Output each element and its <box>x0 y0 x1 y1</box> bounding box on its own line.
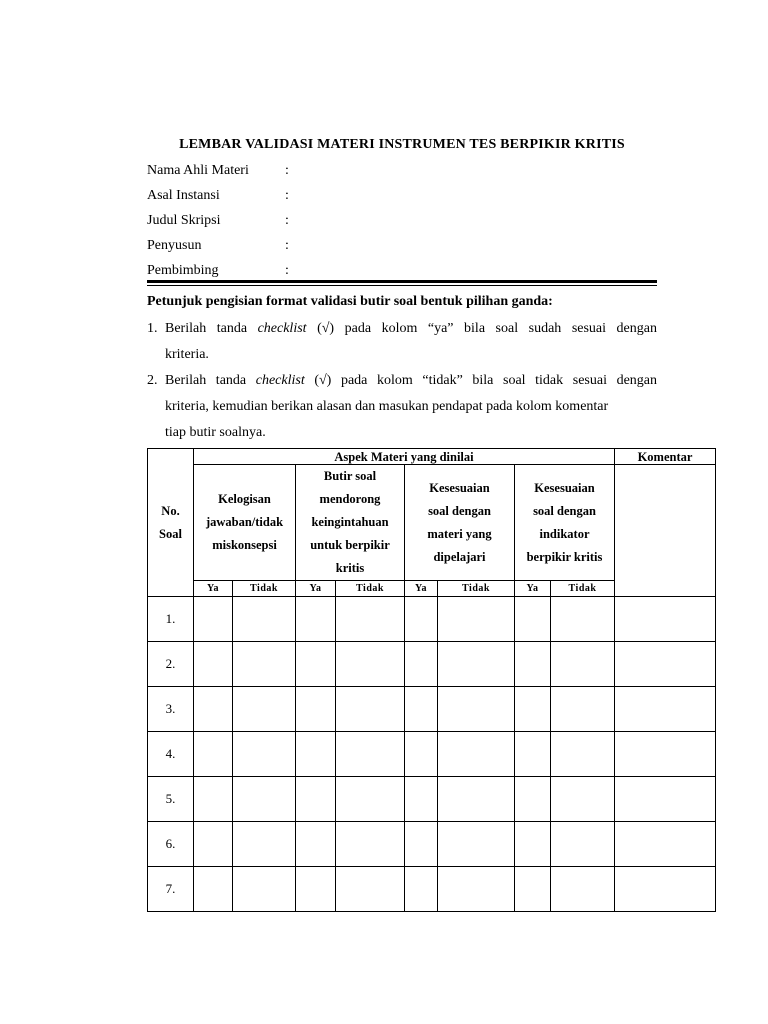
instruction-number: 1. <box>147 321 158 336</box>
table-row <box>148 642 716 687</box>
ya-header: Ya <box>194 581 233 597</box>
ya-cell[interactable] <box>194 777 233 822</box>
table-row <box>148 597 716 642</box>
ya-cell[interactable] <box>405 687 438 732</box>
ya-cell[interactable] <box>296 822 336 867</box>
document-title: LEMBAR VALIDASI MATERI INSTRUMEN TES BERPIKIR KRITIS <box>179 137 625 152</box>
tidak-header: Tidak <box>336 581 405 597</box>
tidak-header: Tidak <box>438 581 515 597</box>
checklist-term: checklist <box>257 321 307 336</box>
ya-cell[interactable] <box>296 867 336 912</box>
tidak-cell[interactable] <box>438 732 515 777</box>
aspek-header: Aspek Materi yang dinilai <box>194 449 615 465</box>
table-row <box>148 867 716 912</box>
ya-cell[interactable] <box>296 597 336 642</box>
komentar-cell[interactable] <box>615 867 716 912</box>
row-number: 6. <box>148 822 194 867</box>
tidak-cell[interactable] <box>438 597 515 642</box>
aspect-header-4: Kesesuaian soal dengan indikator berpikir kritis <box>515 465 615 581</box>
row-number: 7. <box>148 867 194 912</box>
ya-cell[interactable] <box>405 867 438 912</box>
table-row <box>148 822 716 867</box>
instruction-continuation: tiap butir soalnya. <box>165 425 266 440</box>
instruction-continuation: kriteria. <box>165 347 209 362</box>
tidak-cell[interactable] <box>233 867 296 912</box>
instruction-continuation: kriteria, kemudian berikan alasan dan masukan pendapat pada kolom komentar <box>165 399 609 414</box>
ya-cell[interactable] <box>515 732 551 777</box>
komentar-cell[interactable] <box>615 687 716 732</box>
ya-cell[interactable] <box>194 597 233 642</box>
instructions-heading: Petunjuk pengisian format validasi butir soal bentuk pilihan ganda: <box>147 294 553 309</box>
tidak-cell[interactable] <box>438 867 515 912</box>
tidak-cell[interactable] <box>233 687 296 732</box>
no-soal-header: No. Soal <box>148 449 194 597</box>
tidak-cell[interactable] <box>438 687 515 732</box>
ya-cell[interactable] <box>194 732 233 777</box>
instruction-line: Berilah tanda checklist (√) pada kolom “ya” bila soal sudah sesuai dengan <box>165 321 657 336</box>
komentar-cell[interactable] <box>615 642 716 687</box>
field-colon: : <box>285 188 289 203</box>
row-number: 3. <box>148 687 194 732</box>
komentar-header-blank <box>615 465 716 597</box>
ya-cell[interactable] <box>296 777 336 822</box>
table-row <box>148 732 716 777</box>
tidak-cell[interactable] <box>233 732 296 777</box>
tidak-cell[interactable] <box>551 597 615 642</box>
tidak-cell[interactable] <box>336 597 405 642</box>
tidak-cell[interactable] <box>233 642 296 687</box>
table-row <box>148 687 716 732</box>
table-row <box>148 777 716 822</box>
ya-cell[interactable] <box>515 687 551 732</box>
tidak-cell[interactable] <box>438 642 515 687</box>
ya-header: Ya <box>296 581 336 597</box>
row-number: 1. <box>148 597 194 642</box>
field-colon: : <box>285 163 289 178</box>
field-colon: : <box>285 238 289 253</box>
ya-cell[interactable] <box>194 687 233 732</box>
ya-cell[interactable] <box>194 822 233 867</box>
ya-cell[interactable] <box>405 642 438 687</box>
checklist-term: checklist <box>255 373 305 388</box>
validation-table <box>147 448 716 912</box>
tidak-cell[interactable] <box>551 777 615 822</box>
field-label: Pembimbing <box>147 263 219 278</box>
ya-cell[interactable] <box>515 867 551 912</box>
ya-cell[interactable] <box>405 777 438 822</box>
ya-cell[interactable] <box>405 597 438 642</box>
komentar-cell[interactable] <box>615 822 716 867</box>
row-number: 2. <box>148 642 194 687</box>
instruction-line: Berilah tanda checklist (√) pada kolom “tidak” bila soal tidak sesuai dengan <box>165 373 657 388</box>
tidak-cell[interactable] <box>438 777 515 822</box>
tidak-cell[interactable] <box>233 597 296 642</box>
ya-cell[interactable] <box>194 642 233 687</box>
tidak-header: Tidak <box>551 581 615 597</box>
tidak-cell[interactable] <box>336 732 405 777</box>
field-colon: : <box>285 263 289 278</box>
tidak-cell[interactable] <box>551 687 615 732</box>
tidak-cell[interactable] <box>551 822 615 867</box>
divider-thin <box>147 285 657 286</box>
tidak-cell[interactable] <box>336 642 405 687</box>
ya-cell[interactable] <box>515 777 551 822</box>
ya-cell[interactable] <box>296 732 336 777</box>
instruction-number: 2. <box>147 373 158 388</box>
komentar-header: Komentar <box>615 449 716 465</box>
tidak-cell[interactable] <box>336 777 405 822</box>
ya-cell[interactable] <box>515 642 551 687</box>
aspect-header-3: Kesesuaian soal dengan materi yang dipelajari <box>405 465 515 581</box>
row-number: 5. <box>148 777 194 822</box>
ya-cell[interactable] <box>194 867 233 912</box>
row-number: 4. <box>148 732 194 777</box>
ya-header: Ya <box>515 581 551 597</box>
tidak-cell[interactable] <box>336 822 405 867</box>
field-label: Judul Skripsi <box>147 213 221 228</box>
ya-cell[interactable] <box>296 642 336 687</box>
tidak-cell[interactable] <box>336 867 405 912</box>
tidak-cell[interactable] <box>551 642 615 687</box>
ya-cell[interactable] <box>405 732 438 777</box>
tidak-header: Tidak <box>233 581 296 597</box>
komentar-cell[interactable] <box>615 732 716 777</box>
field-colon: : <box>285 213 289 228</box>
ya-cell[interactable] <box>515 822 551 867</box>
tidak-cell[interactable] <box>438 822 515 867</box>
tidak-cell[interactable] <box>336 687 405 732</box>
aspect-header-2: Butir soal mendorong keingintahuan untuk berpikir kritis <box>296 465 405 581</box>
ya-header: Ya <box>405 581 438 597</box>
tidak-cell[interactable] <box>233 777 296 822</box>
ya-cell[interactable] <box>405 822 438 867</box>
aspect-header-1: Kelogisan jawaban/tidak miskonsepsi <box>194 465 296 581</box>
field-label: Nama Ahli Materi <box>147 163 249 178</box>
ya-cell[interactable] <box>296 687 336 732</box>
ya-cell[interactable] <box>515 597 551 642</box>
tidak-cell[interactable] <box>551 867 615 912</box>
komentar-cell[interactable] <box>615 597 716 642</box>
divider-thick <box>147 280 657 283</box>
tidak-cell[interactable] <box>551 732 615 777</box>
field-label: Penyusun <box>147 238 202 253</box>
tidak-cell[interactable] <box>233 822 296 867</box>
field-label: Asal Instansi <box>147 188 220 203</box>
komentar-cell[interactable] <box>615 777 716 822</box>
